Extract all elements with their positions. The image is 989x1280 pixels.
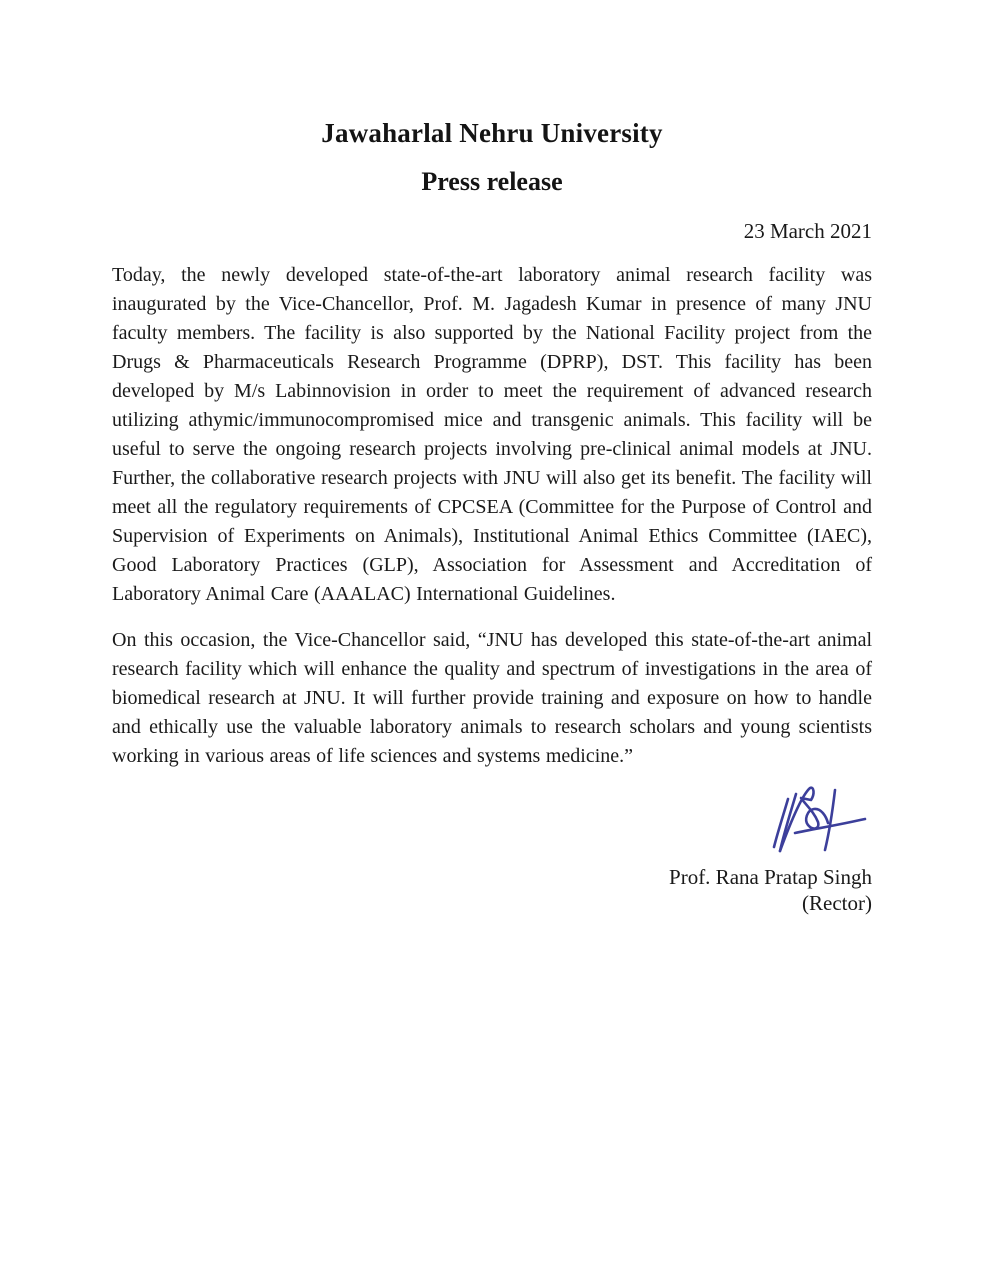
signature-block: [112, 779, 872, 916]
signatory-designation: (Rector): [802, 891, 872, 915]
release-date: 23 March 2021: [743, 219, 872, 243]
body-paragraph-1: Today, the newly developed state-of-the-art laboratory animal research facility was inaugurated by the Vice-Chancellor, Prof. M. Jagadesh Kumar in presence of many JNU faculty members. The facility is also supported by the National Facility project from the Drugs & Pharmaceuticals Research Programme (DPRP), DST. This facility has been developed by M/s Labinnovision in order to meet the requirement of advanced research utilizing athymic/immunocompromised mice and transgenic animals. This facility will be useful to serve the ongoing research projects involving pre-clinical animal models at JNU. Further, the collaborative research projects with JNU will also get its benefit. The facility will meet all the regulatory requirements of CPCSEA (Committee for the Purpose of Control and Supervision of Experiments on Animals), Institutional Animal Ethics Committee (IAEC), Good Laboratory Practices (GLP), Association for Assessment and Accreditation of Laboratory Animal Care (AAALAC) International Guidelines.: [112, 264, 872, 605]
body-paragraph-2: On this occasion, the Vice-Chancellor said, “JNU has developed this state-of-the-art animal research facility which will enhance the quality and spectrum of investigations in the area of biomedical research at JNU. It will further provide training and exposure on how to handle and ethically use the valuable laboratory animals to research scholars and young scientists working in various areas of life sciences and systems medicine.”: [112, 629, 872, 767]
page-subtitle: Press release: [421, 167, 563, 196]
signature-icon: [768, 779, 868, 860]
signatory-name: Prof. Rana Pratap Singh: [669, 865, 872, 889]
page-title: Jawaharlal Nehru University: [321, 118, 663, 148]
